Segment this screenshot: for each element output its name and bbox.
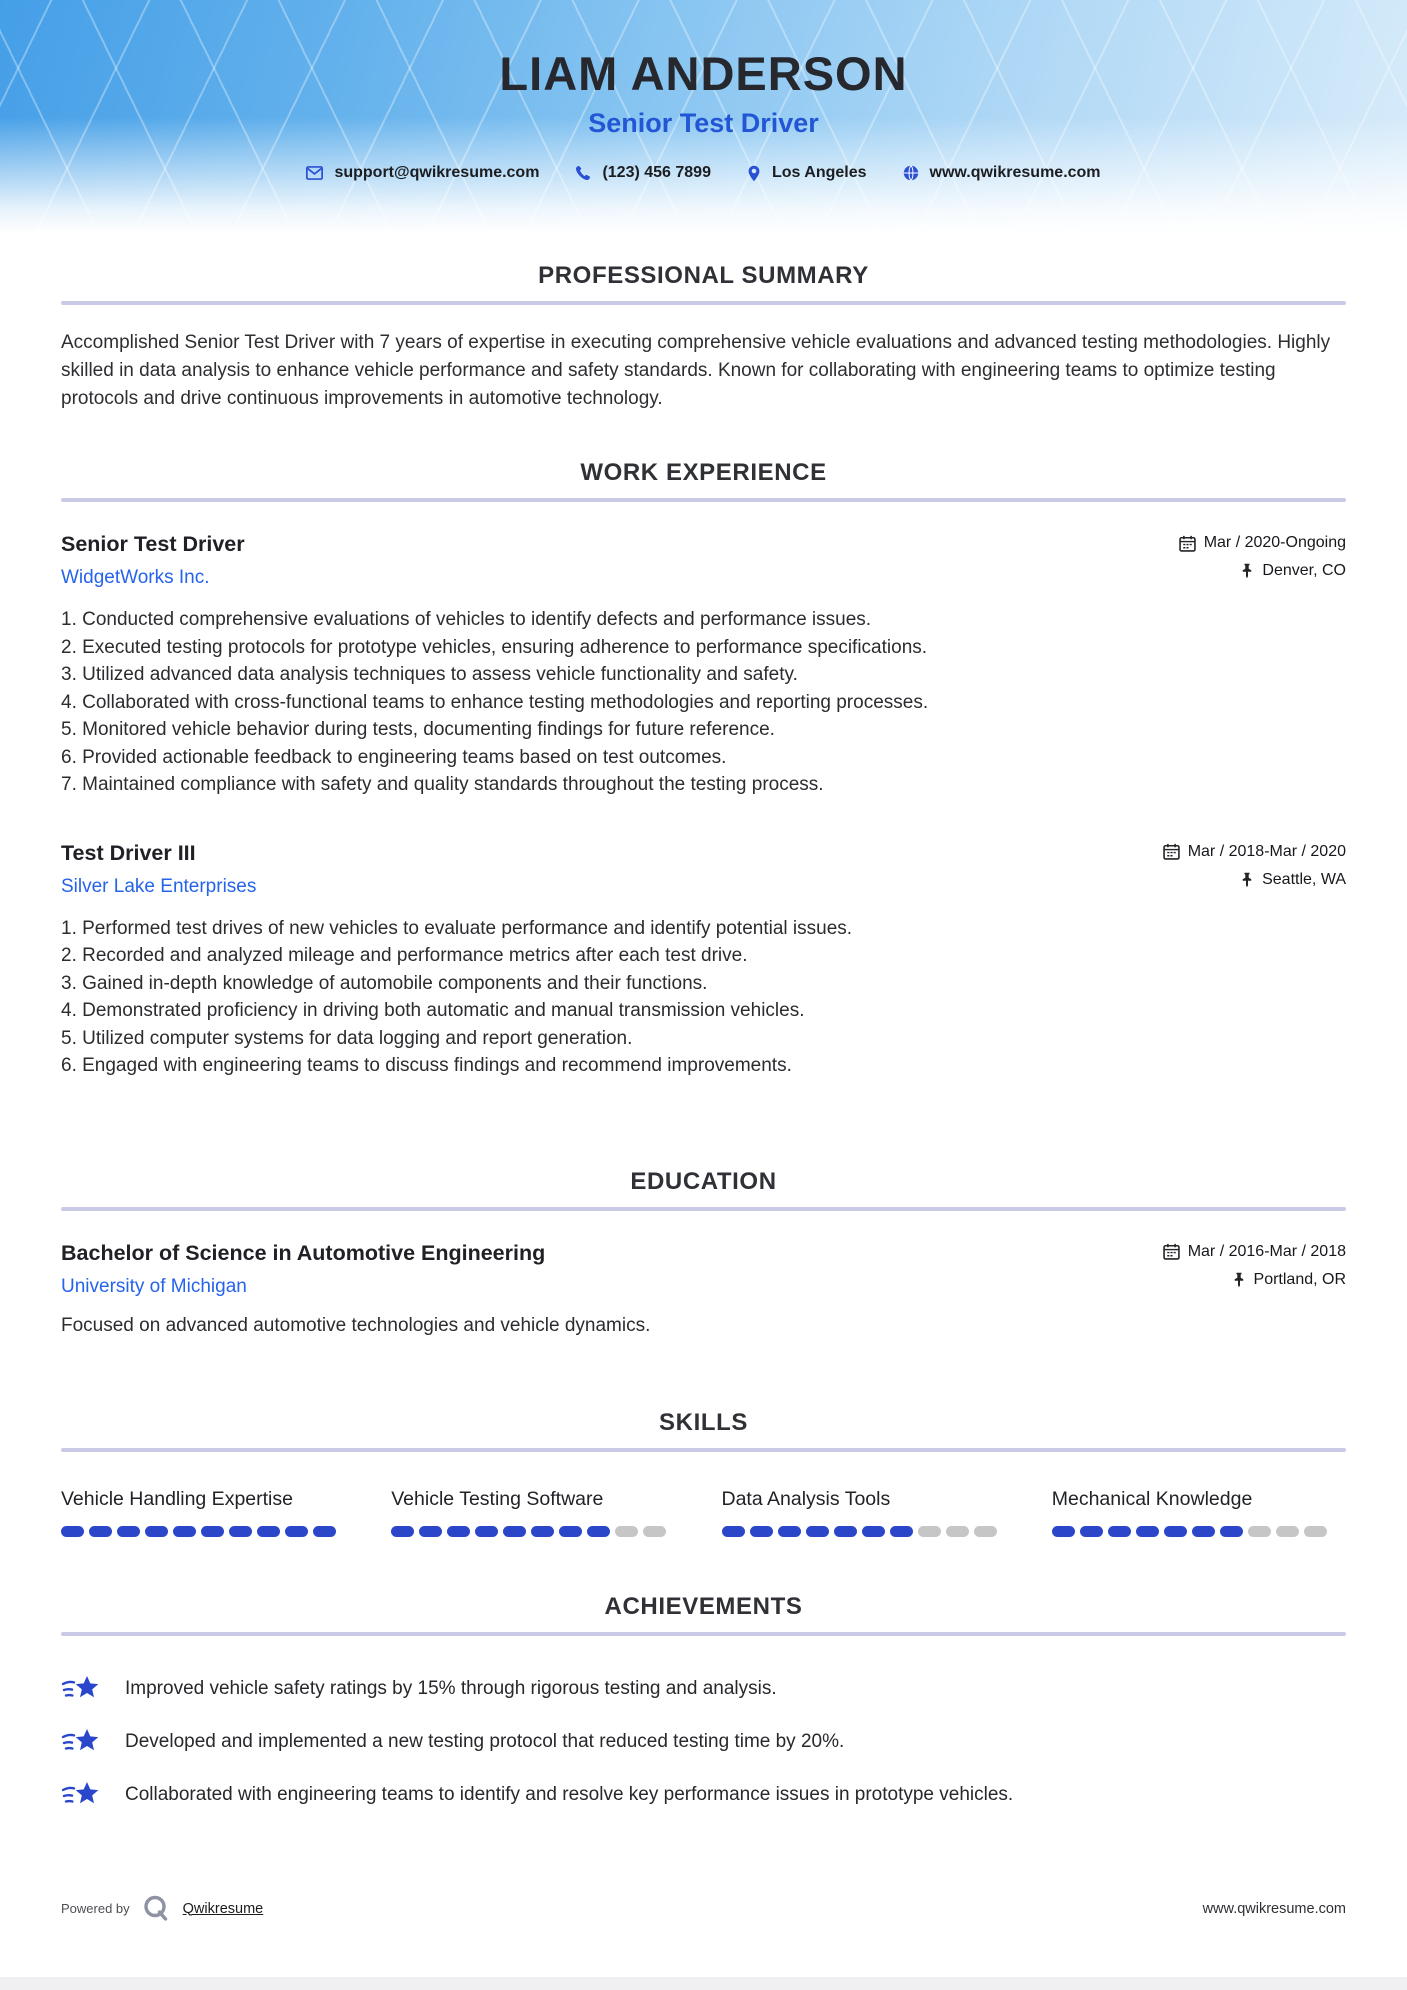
contact-location: Los Angeles (771, 164, 867, 181)
skill-bar-segment (531, 1526, 554, 1537)
job-bullet: 1. Conducted comprehensive evaluations of vehicles to identify defects and performance issues. (61, 606, 1346, 634)
skill-bar-segment (750, 1526, 773, 1537)
job-entry-left (61, 532, 245, 589)
skill-bar-segment (834, 1526, 857, 1537)
bottom-strip (0, 1977, 1407, 1990)
job-entry-header (61, 841, 1346, 898)
skill-label: Data Analysis Tools (721, 1487, 891, 1510)
job-bullet: 6. Provided actionable feedback to engineering teams based on test outcomes. (61, 744, 1346, 772)
skill-bar-segment (1052, 1526, 1075, 1537)
job-bullet: 3. Utilized advanced data analysis techniques to assess vehicle functionality and safety. (61, 661, 1346, 689)
skill-bar-segment (1248, 1526, 1271, 1537)
job-bullet: 4. Demonstrated proficiency in driving both automatic and manual transmission vehicles. (61, 997, 1346, 1025)
education-heading: EDUCATION (630, 1167, 777, 1195)
skill-bar-segment (1192, 1526, 1215, 1537)
skill-bar-segment (778, 1526, 801, 1537)
contact-row (0, 164, 1407, 182)
skill-label: Vehicle Handling Expertise (61, 1487, 293, 1510)
job-entry-left (61, 841, 256, 898)
skill-bar-segment (475, 1526, 498, 1537)
skill-bar-segment (615, 1526, 638, 1537)
section-divider (61, 1448, 1346, 1452)
education-entry-header (61, 1241, 1346, 1298)
envelope-icon (306, 166, 323, 180)
section-divider (61, 1207, 1346, 1211)
skill-bar-segment (257, 1526, 280, 1537)
skill-level-bar (1052, 1526, 1346, 1537)
skill-bar-segment (117, 1526, 140, 1537)
contact-phone-group (575, 164, 711, 182)
section-education (61, 1168, 1346, 1337)
skill-bar-segment (1276, 1526, 1299, 1537)
education-description: Focused on advanced automotive technologies and vehicle dynamics. (61, 1314, 651, 1336)
job-dates-row (1179, 534, 1346, 552)
skill-label: Vehicle Testing Software (391, 1487, 604, 1510)
shooting-star-icon (61, 1780, 101, 1810)
skill-level-bar (391, 1526, 685, 1537)
skill-bar-segment (722, 1526, 745, 1537)
job-bullet: 2. Executed testing protocols for prototype vehicles, ensuring adherence to performance specifications. (61, 634, 1346, 662)
pushpin-icon (1240, 872, 1254, 888)
summary-text: Accomplished Senior Test Driver with 7 years of expertise in executing comprehensive vehicle evaluations and advanced testing methodologies. Highly skilled in data analysis to enhance vehicle performance and safety standards. Known for collaborating with engineering teams to optimize testing protocols and drive continuous improvements in automotive technology. (61, 332, 1331, 409)
skill-bar-segment (862, 1526, 885, 1537)
section-divider (61, 1632, 1346, 1636)
job-location: Denver, CO (1262, 562, 1346, 579)
skills-heading: SKILLS (659, 1408, 748, 1436)
skill-bar-segment (559, 1526, 582, 1537)
education-entry-meta (1163, 1241, 1346, 1289)
skill-bar-segment (89, 1526, 112, 1537)
job-entry (61, 841, 1346, 1080)
skill-bar-segment (890, 1526, 913, 1537)
skill-bar-segment (1220, 1526, 1243, 1537)
person-name: LIAM ANDERSON (499, 47, 908, 100)
job-location-row (1163, 871, 1346, 889)
achievement-item (61, 1674, 1346, 1704)
skill-item (1052, 1488, 1346, 1537)
footer (61, 1893, 1346, 1924)
summary-heading: PROFESSIONAL SUMMARY (538, 262, 869, 289)
job-bullet: 7. Maintained compliance with safety and quality standards throughout the testing process. (61, 771, 1346, 799)
skill-bar-segment (806, 1526, 829, 1537)
calendar-icon (1163, 843, 1180, 860)
job-bullet: 5. Monitored vehicle behavior during tests, documenting findings for future reference. (61, 716, 1346, 744)
skill-bar-segment (587, 1526, 610, 1537)
job-dates: Mar / 2018-Mar / 2020 (1187, 842, 1346, 860)
skills-grid (61, 1488, 1346, 1537)
contact-phone: (123) 456 7899 (602, 164, 711, 181)
skill-item (722, 1488, 1016, 1537)
skill-bar-segment (918, 1526, 941, 1537)
qwikresume-link[interactable]: Qwikresume (182, 1900, 264, 1917)
job-bullet-list (61, 915, 1346, 1080)
phone-icon (575, 165, 591, 181)
job-dates-row (1163, 843, 1346, 861)
achievement-text: Collaborated with engineering teams to identify and resolve key performance issues in prototype vehicles. (125, 1783, 1014, 1805)
contact-email-group (306, 164, 539, 182)
job-bullet: 2. Recorded and analyzed mileage and performance metrics after each test drive. (61, 942, 1346, 970)
powered-by-label: Powered by (61, 1901, 130, 1916)
skill-bar-segment (643, 1526, 666, 1537)
job-location-row (1179, 562, 1346, 580)
education-location: Portland, OR (1253, 1270, 1346, 1288)
shooting-star-icon (61, 1727, 101, 1757)
skill-bar-segment (946, 1526, 969, 1537)
footer-website: www.qwikresume.com (1202, 1900, 1346, 1917)
location-pin-icon (747, 165, 761, 182)
skill-bar-segment (313, 1526, 336, 1537)
achievements-heading: ACHIEVEMENTS (604, 1592, 803, 1620)
job-bullet-list (61, 606, 1346, 799)
section-professional-summary (61, 262, 1346, 413)
pushpin-icon (1240, 563, 1254, 579)
job-bullet: 1. Performed test drives of new vehicles to evaluate performance and identify potential issues. (61, 915, 1346, 943)
skill-bar-segment (285, 1526, 308, 1537)
job-dates: Mar / 2020-Ongoing (1203, 534, 1346, 551)
skill-bar-segment (503, 1526, 526, 1537)
achievement-item (61, 1727, 1346, 1757)
job-bullet: 5. Utilized computer systems for data logging and report generation. (61, 1025, 1346, 1053)
education-entry (61, 1241, 1346, 1337)
skill-bar-segment (61, 1526, 84, 1537)
pushpin-icon (1232, 1272, 1246, 1288)
section-achievements (61, 1593, 1346, 1810)
job-entry-meta (1179, 532, 1346, 580)
header (0, 0, 1407, 234)
job-bullet: 4. Collaborated with cross-functional teams to enhance testing methodologies and reporting processes. (61, 689, 1346, 717)
skill-item (391, 1488, 685, 1537)
education-entry-left (61, 1241, 545, 1298)
section-divider (61, 498, 1346, 502)
skill-bar-segment (145, 1526, 168, 1537)
skill-label: Mechanical Knowledge (1051, 1487, 1253, 1510)
skill-level-bar (61, 1526, 355, 1537)
skill-bar-segment (1080, 1526, 1103, 1537)
job-location: Seattle, WA (1262, 870, 1346, 888)
job-entry-meta (1163, 841, 1346, 889)
section-work-experience (61, 459, 1346, 1080)
contact-email: support@qwikresume.com (334, 164, 540, 181)
education-dates-row (1163, 1243, 1346, 1261)
calendar-icon (1179, 535, 1196, 552)
job-bullet: 3. Gained in-depth knowledge of automobile components and their functions. (61, 970, 1346, 998)
shooting-star-icon (61, 1674, 101, 1704)
skill-bar-segment (1304, 1526, 1327, 1537)
job-entry-header (61, 532, 1346, 589)
school-link[interactable]: University of Michigan (61, 1275, 247, 1297)
contact-location-group (747, 164, 867, 182)
education-dates: Mar / 2016-Mar / 2018 (1187, 1242, 1346, 1260)
job-title: Senior Test Driver (61, 532, 245, 556)
achievement-text: Developed and implemented a new testing protocol that reduced testing time by 20%. (125, 1730, 845, 1752)
skill-bar-segment (229, 1526, 252, 1537)
content (0, 262, 1407, 1810)
company-link[interactable]: WidgetWorks Inc. (61, 567, 210, 588)
person-job-title: Senior Test Driver (588, 108, 819, 138)
skill-bar-segment (1108, 1526, 1131, 1537)
skill-item (61, 1488, 355, 1537)
footer-branding (61, 1893, 263, 1924)
achievement-text: Improved vehicle safety ratings by 15% through rigorous testing and analysis. (125, 1677, 777, 1699)
achievements-list (61, 1674, 1346, 1810)
calendar-icon (1163, 1243, 1180, 1260)
skill-bar-segment (1164, 1526, 1187, 1537)
skill-bar-segment (1136, 1526, 1159, 1537)
degree-title: Bachelor of Science in Automotive Engineering (61, 1240, 546, 1265)
company-link[interactable]: Silver Lake Enterprises (61, 875, 257, 897)
section-skills (61, 1409, 1346, 1537)
skill-bar-segment (391, 1526, 414, 1537)
globe-icon (903, 165, 919, 181)
qwikresume-logo-icon (141, 1893, 172, 1924)
skill-level-bar (722, 1526, 1016, 1537)
job-bullet: 6. Engaged with engineering teams to discuss findings and recommend improvements. (61, 1052, 1346, 1080)
skill-bar-segment (419, 1526, 442, 1537)
work-heading: WORK EXPERIENCE (580, 459, 827, 486)
skill-bar-segment (201, 1526, 224, 1537)
skill-bar-segment (974, 1526, 997, 1537)
education-location-row (1163, 1271, 1346, 1289)
skill-bar-segment (447, 1526, 470, 1537)
achievement-item (61, 1780, 1346, 1810)
section-divider (61, 301, 1346, 305)
contact-website-group (903, 164, 1101, 182)
job-entry (61, 532, 1346, 799)
skill-bar-segment (173, 1526, 196, 1537)
contact-website: www.qwikresume.com (929, 164, 1101, 181)
job-title: Test Driver III (61, 840, 196, 865)
